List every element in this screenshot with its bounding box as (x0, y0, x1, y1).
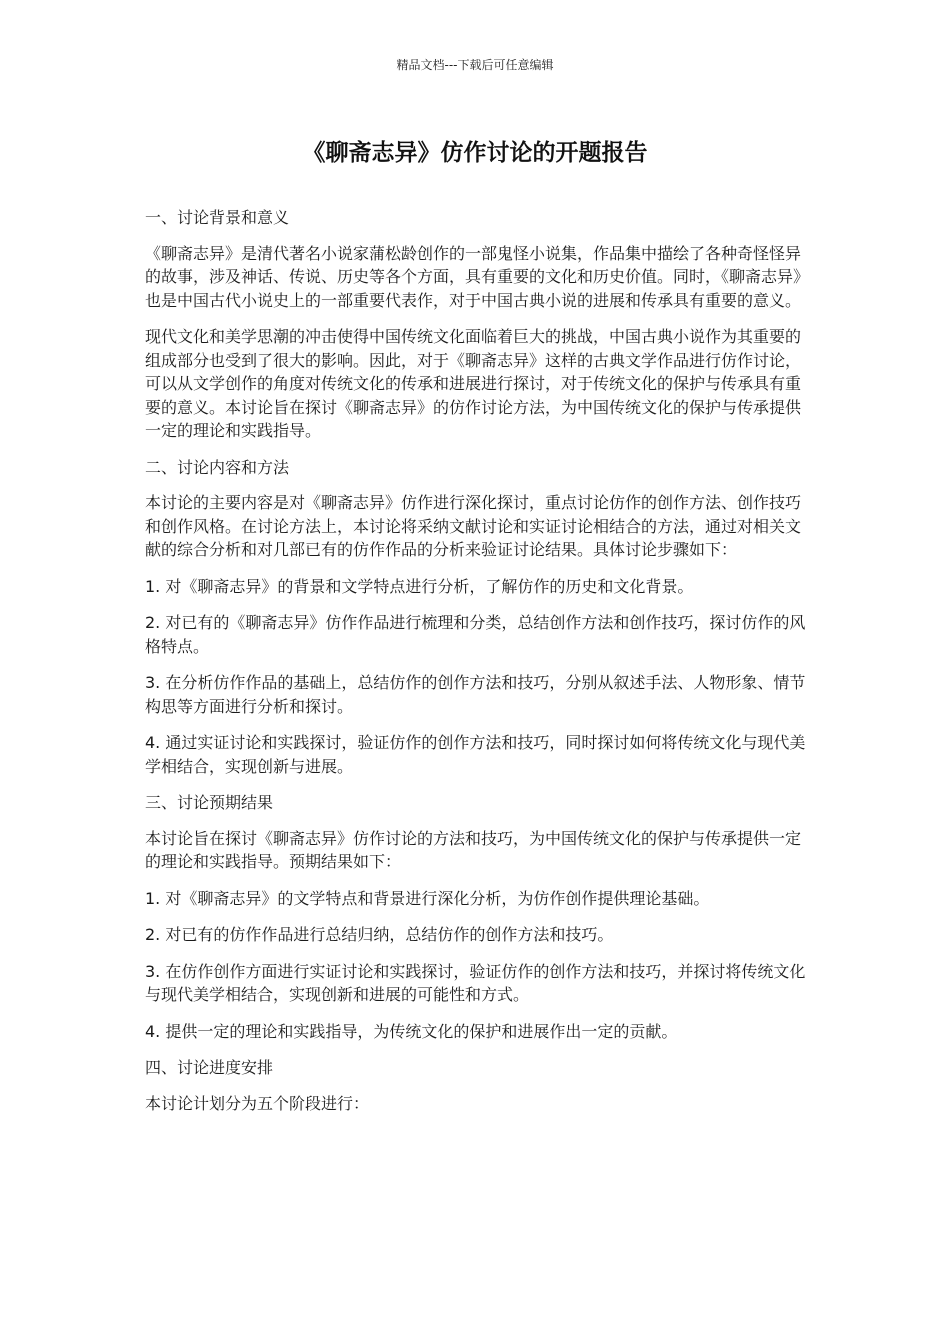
paragraph-schedule: 本讨论计划分为五个阶段进行： (145, 1093, 370, 1113)
section-heading-background: 一、讨论背景和意义 (145, 208, 290, 227)
section-heading-expected-results: 三、讨论预期结果 (145, 793, 274, 812)
list-item-result-4: 4. 提供一定的理论和实践指导，为传统文化的保护和进展作出一定的贡献。 (145, 1021, 678, 1041)
section-heading-content-method: 二、讨论内容和方法 (145, 457, 290, 477)
document-body (145, 206, 807, 1128)
page-header-note: 精品文档---下载后可任意编辑 (396, 58, 554, 72)
list-item-result-2: 2. 对已有的仿作作品进行总结归纳，总结仿作的创作方法和技巧。 (145, 925, 614, 944)
list-item-step-3: 3. 在分析仿作作品的基础上，总结仿作的创作方法和技巧，分别从叙述手法、人物形象、情节构思等方面进行分析和探讨。 (145, 673, 806, 716)
document-title: 《聊斋志异》仿作讨论的开题报告 (302, 140, 648, 166)
list-item-step-4: 4. 通过实证讨论和实践探讨，验证仿作的创作方法和技巧，同时探讨如何将传统文化与现代美学相结合，实现创新与进展。 (145, 733, 806, 776)
paragraph-background-2: 现代文化和美学思潮的冲击使得中国传统文化面临着巨大的挑战，中国古典小说作为其重要的组成部分也受到了很大的影响。因此，对于《聊斋志异》这样的古典文学作品进行仿作讨论，可以从文学创作的角度对传统文化的传承和进展进行探讨，对于传统文化的保护与传承具有重要的意义。本讨论旨在探讨《聊斋志异》的仿作讨论方法，为中国传统文化的保护与传承提供一定的理论和实践指导。 (145, 327, 802, 440)
list-item-result-1: 1. 对《聊斋志异》的文学特点和背景进行深化分析，为仿作创作提供理论基础。 (145, 888, 710, 908)
list-item-step-1: 1. 对《聊斋志异》的背景和文学特点进行分析，了解仿作的历史和文化背景。 (145, 576, 694, 596)
list-item-step-2: 2. 对已有的《聊斋志异》仿作作品进行梳理和分类，总结创作方法和创作技巧，探讨仿作的风格特点。 (145, 613, 806, 656)
list-item-result-3: 3. 在仿作创作方面进行实证讨论和实践探讨，验证仿作的创作方法和技巧，并探讨将传统文化与现代美学相结合，实现创新和进展的可能性和方式。 (145, 961, 806, 1004)
paragraph-expected-results: 本讨论旨在探讨《聊斋志异》仿作讨论的方法和技巧，为中国传统文化的保护与传承提供一定的理论和实践指导。预期结果如下： (145, 828, 802, 871)
paragraph-content-method: 本讨论的主要内容是对《聊斋志异》仿作进行深化探讨，重点讨论仿作的创作方法、创作技巧和创作风格。在讨论方法上，本讨论将采纳文献讨论和实证讨论相结合的方法，通过对相关文献的综合分析和对几部已有的仿作作品的分析来验证讨论结果。具体讨论步骤如下： (145, 493, 802, 559)
section-heading-schedule: 四、讨论进度安排 (145, 1058, 274, 1077)
paragraph-background-1: 《聊斋志异》是清代著名小说家蒲松龄创作的一部鬼怪小说集，作品集中描绘了各种奇怪怪异的故事，涉及神话、传说、历史等各个方面，具有重要的文化和历史价值。同时，《聊斋志异》也是中国古代小说史上的一部重要代表作，对于中国古典小说的进展和传承具有重要的意义。 (145, 243, 802, 310)
